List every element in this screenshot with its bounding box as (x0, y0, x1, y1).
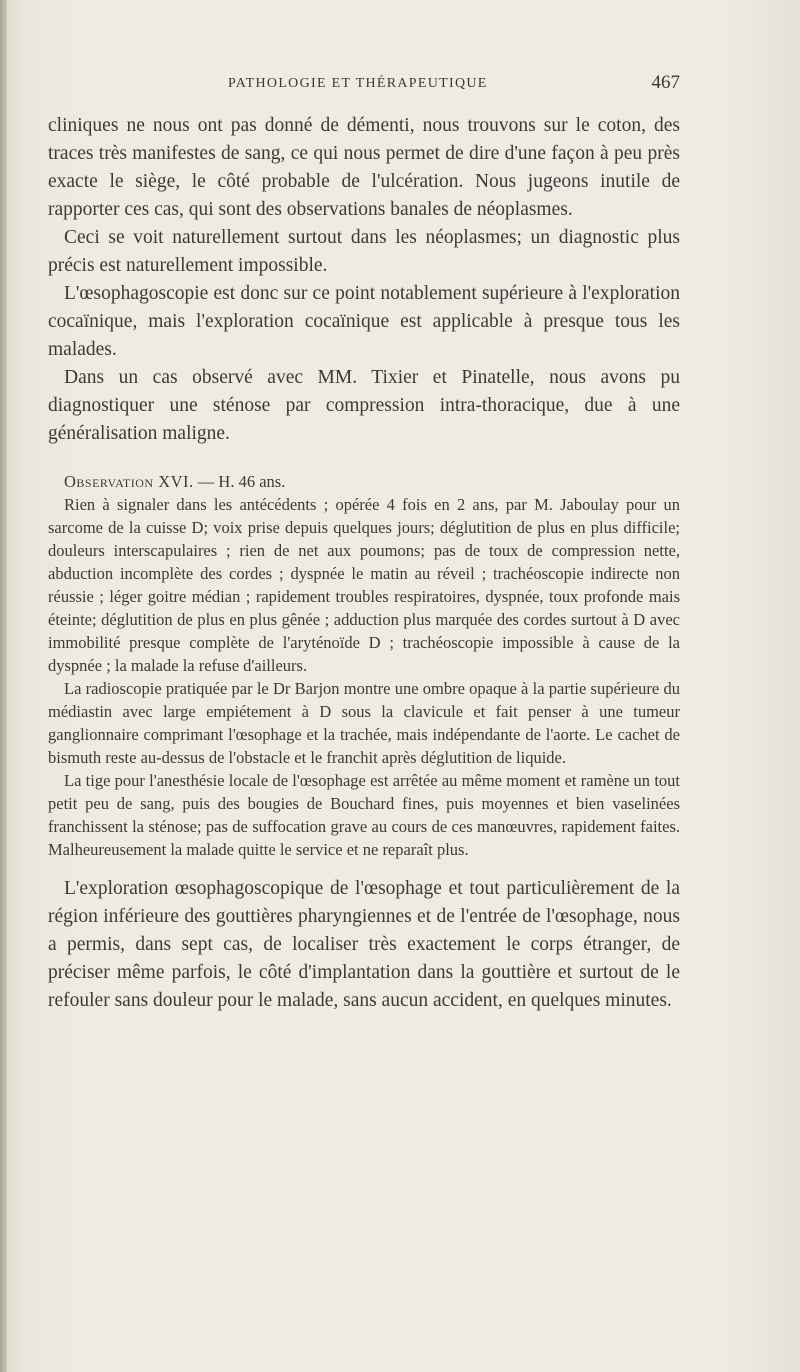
observation-label: Observation XVI. (64, 472, 194, 491)
page-header (48, 72, 680, 100)
paragraph-neoplasms: Ceci se voit naturellement surtout dans les néoplasmes; un diagnostic plus précis est naturellement impossible. (48, 227, 680, 276)
paragraph-conclusion: L'exploration œsophagoscopique de l'œsophage et tout particulièrement de la région inférieure des gouttières pharyngiennes et de l'entrée de l'œsophage, nous a permis, dans sept cas, de localiser très exactement le corps étranger, de préciser même parfois, le côté d'implantation dans la gouttière et surtout de le refouler sans douleur pour le malade, sans aucun accident, en quelques minutes. (48, 878, 680, 1011)
page-binding-edge (0, 0, 7, 1372)
observation-heading (48, 470, 680, 493)
paragraph-case: Dans un cas observé avec MM. Tixier et Pinatelle, nous avons pu diagnostiquer une sténose par compression intra-thoracique, due à une généralisation maligne. (48, 367, 680, 444)
paragraph-oesophagoscopy: L'œsophagoscopie est donc sur ce point notablement supérieure à l'exploration cocaïnique, mais l'exploration cocaïnique est applicable à presque tous les malades. (48, 283, 680, 360)
observation-subject: — H. 46 ans. (193, 472, 286, 491)
observation-paragraph-procedure: La tige pour l'anesthésie locale de l'œsophage est arrêtée au même moment et ramène un tout petit peu de sang, puis des bougies de Bouchard fines, puis moyennes et bien vaselinées franchissent la sténose; pas de suffocation grave au cours de ces manœuvres, rapidement faites. Malheureusement la malade quitte le service et ne reparaît plus. (48, 771, 680, 859)
page-body (48, 112, 680, 1015)
running-head: PATHOLOGIE ET THÉRAPEUTIQUE (228, 76, 488, 91)
page-number: 467 (651, 72, 680, 93)
observation-paragraph-radioscopy: La radioscopie pratiquée par le Dr Barjon montre une ombre opaque à la partie supérieure du médiastin avec large empiétement à D sous la clavicule et fait penser à une tumeur ganglionnaire comprimant l'œsophage et la trachée, mais indépendante de l'aorte. Le cachet de bismuth reste au-dessus de l'obstacle et le franchit après déglutition de liquide. (48, 679, 680, 767)
paragraph-continuation: cliniques ne nous ont pas donné de démenti, nous trouvons sur le coton, des traces très manifestes de sang, ce qui nous permet de dire d'une façon à peu près exacte le siège, le côté probable de l'ulcération. Nous jugeons inutile de rapporter ces cas, qui sont des observations banales de néoplasmes. (48, 115, 680, 220)
observation-paragraph-history: Rien à signaler dans les antécédents ; opérée 4 fois en 2 ans, par M. Jaboulay pour un sarcome de la cuisse D; voix prise depuis quelques jours; déglutition de plus en plus difficile; douleurs interscapulaires ; rien de net aux poumons; pas de toux de compression nette, abduction incomplète des cordes ; dyspnée le matin au réveil ; trachéoscopie indirecte non réussie ; léger goitre médian ; rapidement troubles respiratoires, dyspnée, toux profonde mais éteinte; déglutition de plus en plus gênée ; adduction plus marquée des cordes surtout à D avec immobilité presque complète de l'aryténoïde D ; trachéoscopie impossible à cause de la dyspnée ; la malade la refuse d'ailleurs. (48, 495, 680, 675)
